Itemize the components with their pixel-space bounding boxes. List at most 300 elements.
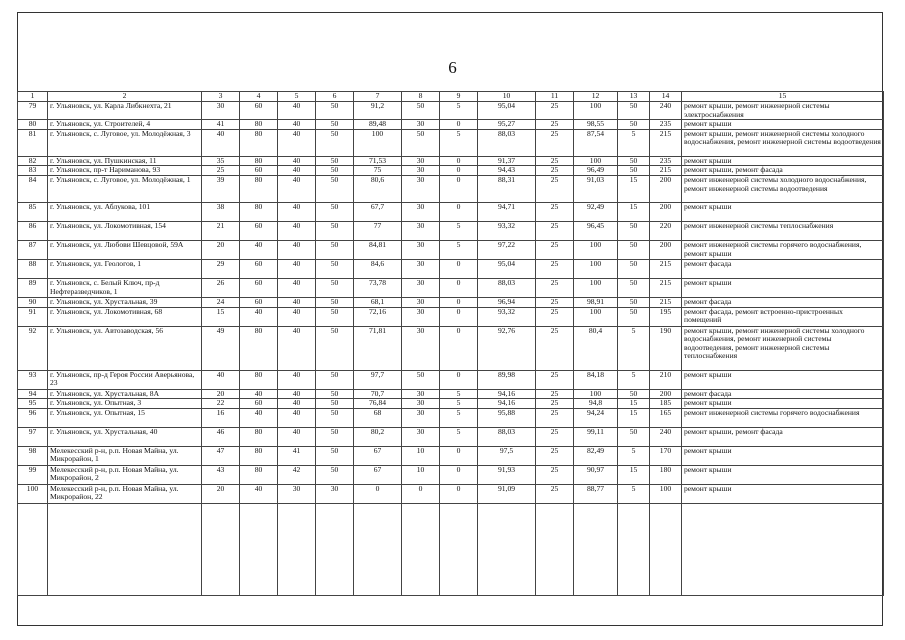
col-12: 94,24 (574, 408, 618, 427)
column-header-1: 1 (18, 92, 48, 102)
col-10: 88,31 (478, 175, 536, 202)
row-number: 98 (18, 446, 48, 465)
empty-cell (402, 503, 440, 595)
col-7: 80,6 (354, 175, 402, 202)
col-9: 5 (440, 399, 478, 409)
col-10: 91,93 (478, 465, 536, 484)
col-13: 15 (618, 465, 650, 484)
col-6: 50 (316, 370, 354, 389)
col-6: 50 (316, 202, 354, 221)
col-14: 185 (650, 399, 682, 409)
row-number: 85 (18, 202, 48, 221)
col-11: 25 (536, 399, 574, 409)
col-5: 40 (278, 326, 316, 370)
row-number: 89 (18, 278, 48, 297)
col-13: 5 (618, 326, 650, 370)
empty-cell (278, 503, 316, 595)
col-10: 91,37 (478, 156, 536, 166)
col-4: 80 (240, 427, 278, 446)
col-13: 50 (618, 240, 650, 259)
col-11: 25 (536, 156, 574, 166)
col-3: 24 (202, 297, 240, 307)
col-7: 89,48 (354, 120, 402, 130)
col-13: 50 (618, 156, 650, 166)
col-14: 100 (650, 484, 682, 503)
col-12: 96,49 (574, 166, 618, 176)
row-number: 99 (18, 465, 48, 484)
col-9: 5 (440, 129, 478, 156)
col-10: 94,16 (478, 389, 536, 399)
table-row (18, 370, 884, 389)
col-3: 29 (202, 259, 240, 278)
table-row (18, 166, 884, 176)
col-14: 200 (650, 240, 682, 259)
col-8: 30 (402, 221, 440, 240)
col-5: 40 (278, 297, 316, 307)
col-13: 50 (618, 221, 650, 240)
work-type: ремонт крыши (682, 202, 884, 221)
col-13: 50 (618, 102, 650, 120)
col-10: 88,03 (478, 129, 536, 156)
work-type: ремонт крыши, ремонт инженерной системы холодного водоснабжения, ремонт инженерной системы водоотведения, ремонт инженерной системы теплоснабжения (682, 326, 884, 370)
col-4: 80 (240, 465, 278, 484)
col-9: 0 (440, 278, 478, 297)
col-8: 10 (402, 465, 440, 484)
row-number: 88 (18, 259, 48, 278)
col-4: 80 (240, 129, 278, 156)
col-13: 15 (618, 175, 650, 202)
address: г. Ульяновск, ул. Хрустальная, 8А (48, 389, 202, 399)
work-type: ремонт крыши (682, 370, 884, 389)
col-12: 91,03 (574, 175, 618, 202)
col-4: 80 (240, 156, 278, 166)
col-9: 0 (440, 166, 478, 176)
col-12: 100 (574, 156, 618, 166)
repair-priority-table (17, 91, 884, 596)
address: г. Ульяновск, ул. Хрустальная, 40 (48, 427, 202, 446)
column-header-13: 13 (618, 92, 650, 102)
address: г. Ульяновск, ул. Карла Либкнехта, 21 (48, 102, 202, 120)
col-3: 16 (202, 408, 240, 427)
col-8: 30 (402, 297, 440, 307)
col-8: 30 (402, 259, 440, 278)
col-13: 5 (618, 484, 650, 503)
col-7: 68,1 (354, 297, 402, 307)
col-10: 95,04 (478, 102, 536, 120)
empty-cell (316, 503, 354, 595)
table-row (18, 446, 884, 465)
col-12: 80,4 (574, 326, 618, 370)
row-number: 80 (18, 120, 48, 130)
col-9: 0 (440, 370, 478, 389)
col-4: 60 (240, 278, 278, 297)
col-7: 77 (354, 221, 402, 240)
col-8: 30 (402, 202, 440, 221)
col-12: 90,97 (574, 465, 618, 484)
col-11: 25 (536, 202, 574, 221)
col-6: 50 (316, 427, 354, 446)
work-type: ремонт крыши, ремонт инженерной системы холодного водоснабжения, ремонт инженерной системы водоотведения (682, 129, 884, 156)
col-6: 50 (316, 166, 354, 176)
col-13: 50 (618, 120, 650, 130)
address: г. Ульяновск, пр-д Героя России Аверьянова, 23 (48, 370, 202, 389)
col-10: 97,5 (478, 446, 536, 465)
address: г. Ульяновск, с. Луговое, ул. Молодёжная, 1 (48, 175, 202, 202)
col-11: 25 (536, 240, 574, 259)
empty-cell (440, 503, 478, 595)
col-7: 75 (354, 166, 402, 176)
col-12: 92,49 (574, 202, 618, 221)
col-8: 30 (402, 408, 440, 427)
col-13: 5 (618, 370, 650, 389)
col-3: 49 (202, 326, 240, 370)
col-9: 0 (440, 202, 478, 221)
col-14: 200 (650, 389, 682, 399)
col-7: 68 (354, 408, 402, 427)
col-10: 92,76 (478, 326, 536, 370)
col-11: 25 (536, 175, 574, 202)
col-3: 25 (202, 166, 240, 176)
col-3: 22 (202, 399, 240, 409)
col-7: 80,2 (354, 427, 402, 446)
col-10: 93,32 (478, 307, 536, 326)
col-7: 71,81 (354, 326, 402, 370)
col-10: 95,04 (478, 259, 536, 278)
address: г. Ульяновск, с. Луговое, ул. Молодёжная, 3 (48, 129, 202, 156)
col-6: 30 (316, 484, 354, 503)
col-14: 240 (650, 102, 682, 120)
col-13: 50 (618, 307, 650, 326)
empty-cell (618, 503, 650, 595)
empty-cell (48, 503, 202, 595)
col-9: 0 (440, 297, 478, 307)
col-13: 15 (618, 202, 650, 221)
col-10: 94,43 (478, 166, 536, 176)
table-row (18, 484, 884, 503)
table-row (18, 259, 884, 278)
address: г. Ульяновск, ул. Строителей, 4 (48, 120, 202, 130)
col-13: 5 (618, 129, 650, 156)
col-3: 46 (202, 427, 240, 446)
empty-cell (202, 503, 240, 595)
col-13: 50 (618, 389, 650, 399)
col-8: 30 (402, 389, 440, 399)
row-number: 96 (18, 408, 48, 427)
address: г. Ульяновск, ул. Опытная, 3 (48, 399, 202, 409)
col-14: 215 (650, 129, 682, 156)
col-12: 98,55 (574, 120, 618, 130)
col-9: 0 (440, 120, 478, 130)
table-row (18, 102, 884, 120)
col-11: 25 (536, 389, 574, 399)
col-11: 25 (536, 278, 574, 297)
work-type: ремонт фасада (682, 297, 884, 307)
col-4: 60 (240, 102, 278, 120)
col-6: 50 (316, 240, 354, 259)
col-14: 210 (650, 370, 682, 389)
col-9: 0 (440, 175, 478, 202)
col-11: 25 (536, 102, 574, 120)
col-6: 50 (316, 307, 354, 326)
col-11: 25 (536, 326, 574, 370)
col-5: 40 (278, 399, 316, 409)
col-9: 0 (440, 465, 478, 484)
col-4: 60 (240, 259, 278, 278)
col-5: 40 (278, 102, 316, 120)
col-6: 50 (316, 259, 354, 278)
table-row (18, 326, 884, 370)
col-4: 60 (240, 297, 278, 307)
empty-cell (18, 503, 48, 595)
work-type: ремонт фасада, ремонт встроенно-пристроенных помещений (682, 307, 884, 326)
address: Мелекесский р-н, р.п. Новая Майна, ул. Микрорайон, 1 (48, 446, 202, 465)
col-5: 40 (278, 278, 316, 297)
col-12: 99,11 (574, 427, 618, 446)
col-4: 60 (240, 221, 278, 240)
col-11: 25 (536, 307, 574, 326)
column-header-4: 4 (240, 92, 278, 102)
table-row (18, 129, 884, 156)
table-row (18, 427, 884, 446)
col-5: 40 (278, 129, 316, 156)
col-4: 40 (240, 408, 278, 427)
row-number: 83 (18, 166, 48, 176)
work-type: ремонт фасада (682, 259, 884, 278)
empty-cell (240, 503, 278, 595)
col-6: 50 (316, 129, 354, 156)
col-12: 84,18 (574, 370, 618, 389)
row-number: 81 (18, 129, 48, 156)
col-11: 25 (536, 427, 574, 446)
address: г. Ульяновск, ул. Локомотивная, 154 (48, 221, 202, 240)
address: г. Ульяновск, с. Белый Ключ, пр-д Нефтеразведчиков, 1 (48, 278, 202, 297)
column-header-10: 10 (478, 92, 536, 102)
col-11: 25 (536, 259, 574, 278)
col-7: 97,7 (354, 370, 402, 389)
col-10: 89,98 (478, 370, 536, 389)
work-type: ремонт крыши (682, 278, 884, 297)
row-number: 95 (18, 399, 48, 409)
col-12: 98,91 (574, 297, 618, 307)
col-3: 40 (202, 370, 240, 389)
col-5: 40 (278, 259, 316, 278)
col-6: 50 (316, 120, 354, 130)
col-5: 40 (278, 389, 316, 399)
col-9: 0 (440, 446, 478, 465)
address: г. Ульяновск, ул. Хрустальная, 39 (48, 297, 202, 307)
col-7: 84,81 (354, 240, 402, 259)
work-type: ремонт инженерной системы горячего водоснабжения (682, 408, 884, 427)
empty-cell (650, 503, 682, 595)
col-6: 50 (316, 278, 354, 297)
row-number: 79 (18, 102, 48, 120)
col-8: 50 (402, 102, 440, 120)
col-4: 80 (240, 202, 278, 221)
table-row (18, 389, 884, 399)
col-5: 42 (278, 465, 316, 484)
address: г. Ульяновск, ул. Аблукова, 101 (48, 202, 202, 221)
col-3: 40 (202, 129, 240, 156)
col-14: 165 (650, 408, 682, 427)
col-5: 30 (278, 484, 316, 503)
col-3: 21 (202, 221, 240, 240)
column-header-7: 7 (354, 92, 402, 102)
col-10: 91,09 (478, 484, 536, 503)
table-row (18, 307, 884, 326)
col-14: 215 (650, 278, 682, 297)
row-number: 86 (18, 221, 48, 240)
col-9: 0 (440, 307, 478, 326)
col-6: 50 (316, 408, 354, 427)
work-type: ремонт крыши, ремонт фасада (682, 166, 884, 176)
col-10: 94,71 (478, 202, 536, 221)
column-header-11: 11 (536, 92, 574, 102)
table-row (18, 175, 884, 202)
col-5: 41 (278, 446, 316, 465)
row-number: 93 (18, 370, 48, 389)
col-7: 76,84 (354, 399, 402, 409)
col-10: 94,16 (478, 399, 536, 409)
row-number: 84 (18, 175, 48, 202)
col-6: 50 (316, 156, 354, 166)
col-8: 30 (402, 427, 440, 446)
col-4: 80 (240, 175, 278, 202)
col-12: 100 (574, 389, 618, 399)
col-6: 50 (316, 446, 354, 465)
col-14: 235 (650, 120, 682, 130)
col-6: 50 (316, 175, 354, 202)
empty-cell (536, 503, 574, 595)
col-12: 100 (574, 259, 618, 278)
empty-cell (478, 503, 536, 595)
col-4: 60 (240, 399, 278, 409)
col-14: 200 (650, 175, 682, 202)
col-8: 30 (402, 166, 440, 176)
empty-cell (354, 503, 402, 595)
col-9: 5 (440, 389, 478, 399)
work-type: ремонт крыши (682, 484, 884, 503)
col-14: 215 (650, 259, 682, 278)
col-12: 100 (574, 240, 618, 259)
page-number: 6 (448, 58, 457, 77)
col-5: 40 (278, 408, 316, 427)
row-number: 91 (18, 307, 48, 326)
row-number: 92 (18, 326, 48, 370)
col-5: 40 (278, 221, 316, 240)
col-11: 25 (536, 129, 574, 156)
empty-cell (682, 503, 884, 595)
col-7: 70,7 (354, 389, 402, 399)
col-14: 240 (650, 427, 682, 446)
column-header-5: 5 (278, 92, 316, 102)
col-8: 30 (402, 120, 440, 130)
col-6: 50 (316, 326, 354, 370)
col-4: 40 (240, 484, 278, 503)
col-8: 30 (402, 399, 440, 409)
col-6: 50 (316, 102, 354, 120)
col-7: 67 (354, 465, 402, 484)
col-14: 180 (650, 465, 682, 484)
col-6: 50 (316, 389, 354, 399)
col-5: 40 (278, 166, 316, 176)
col-12: 87,54 (574, 129, 618, 156)
work-type: ремонт крыши (682, 120, 884, 130)
col-5: 40 (278, 156, 316, 166)
table-row (18, 278, 884, 297)
col-7: 100 (354, 129, 402, 156)
col-7: 71,53 (354, 156, 402, 166)
col-12: 96,45 (574, 221, 618, 240)
col-14: 190 (650, 326, 682, 370)
col-10: 96,94 (478, 297, 536, 307)
col-10: 88,03 (478, 278, 536, 297)
col-12: 100 (574, 102, 618, 120)
row-number: 100 (18, 484, 48, 503)
address: г. Ульяновск, ул. Локомотивная, 68 (48, 307, 202, 326)
col-5: 40 (278, 120, 316, 130)
address: Мелекесский р-н, р.п. Новая Майна, ул. Микрорайон, 22 (48, 484, 202, 503)
empty-cell (574, 503, 618, 595)
col-13: 5 (618, 446, 650, 465)
row-number: 82 (18, 156, 48, 166)
col-3: 26 (202, 278, 240, 297)
col-9: 0 (440, 326, 478, 370)
col-3: 38 (202, 202, 240, 221)
col-4: 80 (240, 370, 278, 389)
col-3: 35 (202, 156, 240, 166)
column-header-14: 14 (650, 92, 682, 102)
col-4: 40 (240, 307, 278, 326)
col-3: 41 (202, 120, 240, 130)
col-10: 95,88 (478, 408, 536, 427)
work-type: ремонт крыши (682, 156, 884, 166)
col-8: 30 (402, 278, 440, 297)
column-header-9: 9 (440, 92, 478, 102)
col-11: 25 (536, 166, 574, 176)
col-11: 25 (536, 446, 574, 465)
col-6: 50 (316, 465, 354, 484)
col-7: 84,6 (354, 259, 402, 278)
table-row (18, 297, 884, 307)
col-11: 25 (536, 370, 574, 389)
col-7: 91,2 (354, 102, 402, 120)
col-11: 25 (536, 408, 574, 427)
address: г. Ульяновск, ул. Любови Шевцовой, 59А (48, 240, 202, 259)
col-11: 25 (536, 484, 574, 503)
col-14: 215 (650, 166, 682, 176)
work-type: ремонт крыши (682, 446, 884, 465)
col-13: 50 (618, 297, 650, 307)
col-3: 39 (202, 175, 240, 202)
address: г. Ульяновск, пр-т Нариманова, 93 (48, 166, 202, 176)
col-8: 50 (402, 370, 440, 389)
col-8: 30 (402, 240, 440, 259)
address: Мелекесский р-н, р.п. Новая Майна, ул. Микрорайон, 2 (48, 465, 202, 484)
col-10: 93,32 (478, 221, 536, 240)
col-8: 10 (402, 446, 440, 465)
row-number: 94 (18, 389, 48, 399)
col-11: 25 (536, 221, 574, 240)
col-4: 40 (240, 240, 278, 259)
col-8: 0 (402, 484, 440, 503)
col-8: 30 (402, 307, 440, 326)
table-row (18, 408, 884, 427)
col-9: 5 (440, 221, 478, 240)
address: г. Ульяновск, ул. Автозаводская, 56 (48, 326, 202, 370)
col-9: 0 (440, 156, 478, 166)
address: г. Ульяновск, ул. Опытная, 15 (48, 408, 202, 427)
col-14: 235 (650, 156, 682, 166)
